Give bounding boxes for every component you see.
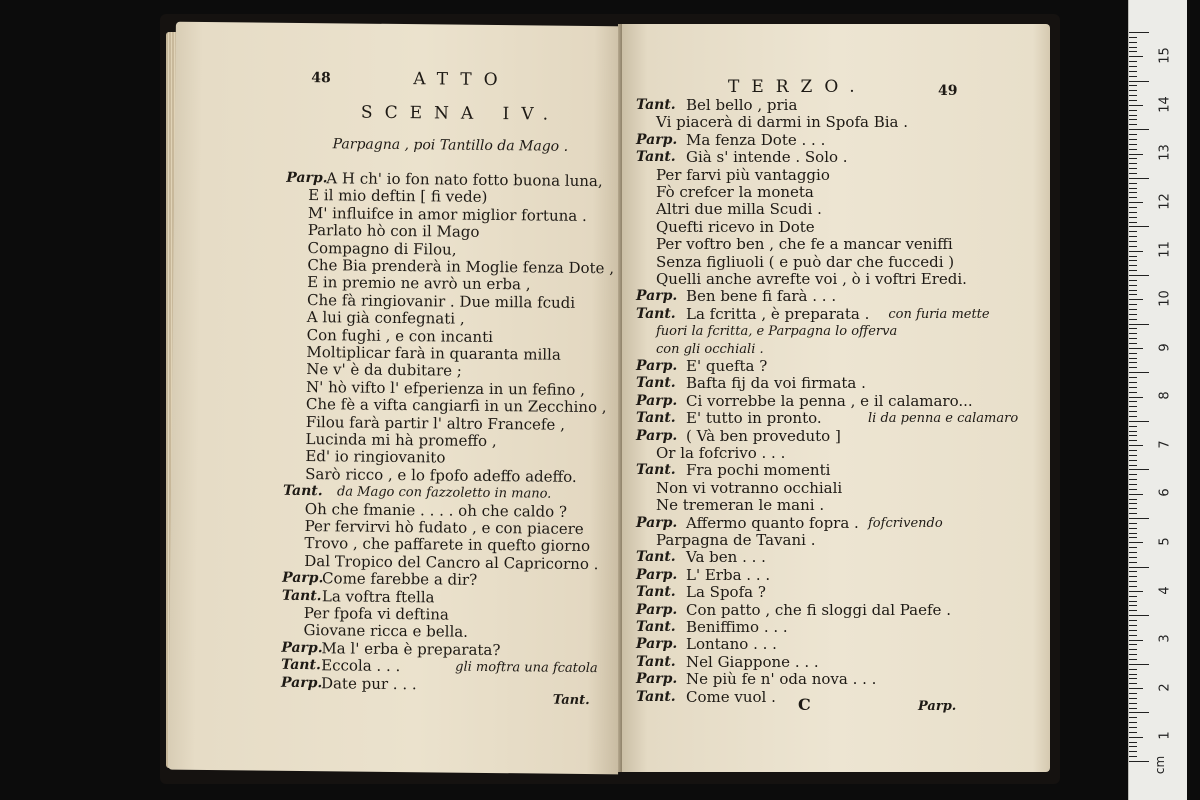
verse-line: Vi piacerà di darmi in Spofa Bia . xyxy=(656,113,909,132)
scene-subtitle: Parpagna , poi Tantillo da Mago . xyxy=(332,136,569,155)
ruler-tick xyxy=(1129,469,1149,470)
ruler-tick xyxy=(1129,508,1137,509)
ruler-tick xyxy=(1129,683,1137,684)
ruler-tick xyxy=(1129,299,1143,300)
speaker-label: Parp. xyxy=(636,131,678,148)
ruler-tick xyxy=(1129,479,1137,480)
ruler-tick xyxy=(1129,37,1137,38)
verse-line: A lui già confegnati , xyxy=(306,308,465,328)
ruler-tick xyxy=(1129,610,1137,611)
ruler-tick xyxy=(1129,761,1149,762)
verse-line: Come vuol . xyxy=(686,687,776,706)
ruler-tick xyxy=(1129,596,1137,597)
ruler-tick xyxy=(1129,746,1137,747)
stage-direction: fofcrivendo xyxy=(868,515,943,531)
ruler-tick xyxy=(1129,173,1137,174)
ruler-number: 2 xyxy=(1157,683,1173,692)
ruler-tick xyxy=(1129,115,1137,116)
ruler-number: 15 xyxy=(1157,47,1173,64)
ruler-tick xyxy=(1129,421,1149,422)
verse-line: E' quefta ? xyxy=(686,357,768,375)
ruler-tick xyxy=(1129,304,1137,305)
ruler-tick xyxy=(1129,387,1137,388)
ruler-tick xyxy=(1129,71,1137,72)
speaker-label: Parp. xyxy=(636,566,678,583)
speaker-label: Tant. xyxy=(636,410,676,427)
ruler-tick xyxy=(1129,712,1149,713)
speaker-label: Parp. xyxy=(636,514,678,531)
ruler-tick xyxy=(1129,537,1137,538)
ruler-tick xyxy=(1129,489,1137,490)
ruler-number: 1 xyxy=(1157,731,1173,741)
ruler-tick xyxy=(1129,445,1143,446)
verse-line: Oh che fmanie . . . . oh che caldo ? xyxy=(304,499,568,521)
verse-line: Quefti ricevo in Dote xyxy=(656,217,815,236)
verse-line: Quelli anche avrefte voi , ò i voftri Eredi. xyxy=(656,270,967,288)
ruler-tick xyxy=(1129,693,1137,694)
ruler-tick xyxy=(1129,51,1137,52)
ruler-tick xyxy=(1129,567,1149,568)
ruler-tick xyxy=(1129,178,1149,179)
ruler-tick xyxy=(1129,139,1137,140)
verse-line: N' hò vifto l' efperienza in un fefino , xyxy=(306,377,586,399)
ruler-tick xyxy=(1129,110,1137,111)
ruler-tick xyxy=(1129,280,1137,281)
verse-line: Affermo quanto fopra . xyxy=(686,513,859,532)
ruler-tick xyxy=(1129,343,1137,344)
speaker-label: Tant. xyxy=(636,149,676,166)
ruler-tick xyxy=(1129,499,1137,500)
ruler-tick xyxy=(1129,183,1137,184)
ruler-tick xyxy=(1129,217,1137,218)
verse-line: Date pur . . . xyxy=(320,673,417,693)
verse-line: Va ben . . . xyxy=(686,548,766,567)
ruler-tick xyxy=(1129,124,1137,125)
ruler-tick xyxy=(1129,688,1143,689)
verse-line: La voftra ftella xyxy=(321,586,435,606)
speaker-label: Parp. xyxy=(286,169,328,187)
ruler-tick xyxy=(1129,154,1143,155)
ruler-tick xyxy=(1129,382,1137,383)
verse-line: Ma fenza Dote . . . xyxy=(686,130,826,149)
verse-line: L' Erba . . . xyxy=(686,565,771,584)
catchword: Parp. xyxy=(918,699,957,714)
speaker-label: Tant. xyxy=(636,375,676,392)
ruler-tick xyxy=(1129,358,1137,359)
ruler-tick xyxy=(1129,397,1143,398)
ruler-tick xyxy=(1129,294,1137,295)
ruler-tick xyxy=(1129,654,1137,655)
verse-line: Per voftro ben , che fe a mancar veniffi xyxy=(656,235,953,254)
speaker-label: Tant. xyxy=(281,587,322,604)
ruler-tick xyxy=(1129,367,1137,368)
verse-line: Sarò ricco , e lo fpofo adeffo adeffo. xyxy=(305,464,577,486)
ruler-tick xyxy=(1129,620,1137,621)
ruler-tick xyxy=(1129,61,1137,62)
ruler-tick xyxy=(1129,319,1137,320)
verse-line: Altri due milla Scudi . xyxy=(656,200,822,219)
verse-line: La fcritta , è preparata . xyxy=(686,304,870,323)
speaker-label: Tant. xyxy=(636,619,676,635)
ruler-tick xyxy=(1129,751,1137,752)
ruler-tick xyxy=(1129,149,1137,150)
measuring-ruler xyxy=(1128,0,1187,800)
ruler-tick xyxy=(1129,547,1137,548)
verse-line: Ed' io ringiovanito xyxy=(305,447,446,467)
ruler-tick xyxy=(1129,105,1143,106)
scene-title: SCENA IV. xyxy=(360,102,561,125)
ruler-tick xyxy=(1129,518,1149,519)
ruler-tick xyxy=(1129,406,1137,407)
verse-line: Senza figliuoli ( e può dar che fuccedi ) xyxy=(656,252,955,271)
ruler-tick xyxy=(1129,562,1137,563)
ruler-tick xyxy=(1129,207,1137,208)
ruler-tick xyxy=(1129,576,1137,577)
speaker-label: Parp. xyxy=(636,288,678,305)
ruler-tick xyxy=(1129,440,1137,441)
speaker-label: Parp. xyxy=(636,671,678,688)
ruler-tick xyxy=(1129,431,1137,432)
stage-direction: gli moftra una fcatola xyxy=(455,659,598,677)
ruler-tick xyxy=(1129,503,1137,504)
ruler-tick xyxy=(1129,649,1137,650)
verse-line: Fra pochi momenti xyxy=(686,461,831,480)
verse-line: E in premio ne avrò un erba , xyxy=(307,273,531,294)
ruler-tick xyxy=(1129,552,1137,553)
ruler-tick xyxy=(1129,732,1137,733)
ruler-tick xyxy=(1129,158,1137,159)
stage-direction: con gli occhiali . xyxy=(656,341,764,357)
ruler-number: 5 xyxy=(1157,537,1173,546)
verse-line: Trovo , che paffarete in quefto giorno xyxy=(304,534,591,556)
ruler-tick xyxy=(1129,717,1137,718)
ruler-tick xyxy=(1129,212,1137,213)
speaker-label: Tant. xyxy=(282,482,323,500)
ruler-number: 13 xyxy=(1157,144,1173,161)
ruler-tick xyxy=(1129,56,1143,57)
verse-line: Dal Tropico del Cancro al Capricorno . xyxy=(304,551,599,573)
ruler-tick xyxy=(1129,615,1149,616)
verse-line: Ben bene fi farà . . . xyxy=(686,287,837,306)
verse-line: Beniffimo . . . xyxy=(686,618,788,636)
verse-line: Con patto , che fi sloggi dal Paefe . xyxy=(686,600,951,619)
ruler-tick xyxy=(1129,722,1137,723)
ruler-tick xyxy=(1129,542,1143,543)
ruler-tick xyxy=(1129,241,1137,242)
ruler-tick xyxy=(1129,226,1149,227)
verse-line: Or la fofcrivo . . . xyxy=(656,444,786,462)
page-number: 49 xyxy=(938,83,958,99)
ruler-tick xyxy=(1129,32,1149,33)
speaker-label: Parp. xyxy=(280,674,323,691)
verse-line: Come farebbe a dir? xyxy=(322,569,478,590)
ruler-tick xyxy=(1129,275,1149,276)
verse-line: La Spofa ? xyxy=(686,583,766,602)
catchword: Tant. xyxy=(552,692,590,709)
stage-direction: fuori la fcritta, e Parpagna lo offerva xyxy=(656,324,898,340)
speaker-label: Parp. xyxy=(636,358,678,374)
verse-line: Che fà ringiovanir . Due milla fcudi xyxy=(306,290,576,312)
verse-line: Filou farà partir l' altro Francefe , xyxy=(305,412,565,434)
ruler-tick xyxy=(1129,625,1137,626)
ruler-tick xyxy=(1129,465,1137,466)
ruler-tick xyxy=(1129,188,1137,189)
ruler-tick xyxy=(1129,353,1137,354)
ruler-tick xyxy=(1129,192,1137,193)
ruler-tick xyxy=(1129,129,1149,130)
stage-direction: con furia mette xyxy=(888,306,990,322)
verse-line: Compagno di Filou, xyxy=(307,238,457,259)
ruler-tick xyxy=(1129,494,1143,495)
ruler-tick xyxy=(1129,231,1137,232)
verse-line: Per farvi più vantaggio xyxy=(656,165,830,184)
verse-line: Lontano . . . xyxy=(686,635,777,654)
verse-line: M' influifce in amor miglior fortuna . xyxy=(307,203,587,225)
speaker-label: Tant. xyxy=(636,462,676,479)
ruler-tick xyxy=(1129,348,1143,349)
ruler-tick xyxy=(1129,581,1137,582)
ruler-tick xyxy=(1129,197,1137,198)
speaker-label: Parp. xyxy=(636,601,678,618)
signature-mark: C xyxy=(798,695,811,714)
ruler-tick xyxy=(1129,678,1137,679)
verse-line: Ne v' è da dubitare ; xyxy=(306,360,462,381)
ruler-tick xyxy=(1129,474,1137,475)
verse-line: Ne tremeran le mani . xyxy=(656,496,825,515)
ruler-tick xyxy=(1129,669,1137,670)
ruler-tick xyxy=(1129,756,1137,757)
ruler-tick xyxy=(1129,260,1137,261)
ruler-tick xyxy=(1129,377,1137,378)
verse-line: Nel Giappone . . . xyxy=(686,652,819,671)
verse-line: E il mio deftin [ fi vede) xyxy=(308,186,488,207)
ruler-tick xyxy=(1129,246,1137,247)
speaker-label: Tant. xyxy=(636,305,676,322)
ruler-number: 10 xyxy=(1157,290,1173,307)
ruler-tick xyxy=(1129,314,1137,315)
ruler-tick xyxy=(1129,163,1137,164)
speaker-label: Tant. xyxy=(636,97,676,113)
ruler-tick xyxy=(1129,644,1137,645)
verse-line: Per fpofa vi deftina xyxy=(303,604,450,624)
ruler-tick xyxy=(1129,674,1137,675)
ruler-tick xyxy=(1129,640,1143,641)
verse-line: A H ch' io fon nato fotto buona luna, xyxy=(326,169,603,191)
verse-line: Moltiplicar farà in quaranta milla xyxy=(306,343,561,364)
ruler-tick xyxy=(1129,727,1137,728)
ruler-tick xyxy=(1129,100,1137,101)
ruler-tick xyxy=(1129,90,1137,91)
ruler-number: 6 xyxy=(1157,488,1173,498)
ruler-tick xyxy=(1129,659,1137,660)
ruler-tick xyxy=(1129,42,1137,43)
ruler-tick xyxy=(1129,460,1137,461)
speaker-label: Tant. xyxy=(636,653,676,670)
ruler-tick xyxy=(1129,66,1137,67)
ruler-tick xyxy=(1129,47,1137,48)
speaker-label: Tant. xyxy=(636,549,676,566)
ruler-tick xyxy=(1129,372,1149,373)
verse-line: Bel bello , pria xyxy=(686,96,798,114)
ruler-tick xyxy=(1129,586,1137,587)
ruler-tick xyxy=(1129,256,1137,257)
verse-line: Non vi votranno occhiali xyxy=(656,478,843,497)
ruler-tick xyxy=(1129,338,1137,339)
verse-line: Ci vorrebbe la penna , e il calamaro... xyxy=(686,391,973,410)
ruler-tick xyxy=(1129,630,1137,631)
ruler-tick xyxy=(1129,528,1137,529)
speaker-label: Tant. xyxy=(636,688,676,705)
speaker-label: Parp. xyxy=(636,392,678,409)
ruler-tick xyxy=(1129,571,1137,572)
verse-line: Che fè a vifta cangiarfi in un Zecchino , xyxy=(305,395,607,417)
ruler-tick xyxy=(1129,698,1137,699)
ruler-tick xyxy=(1129,144,1137,145)
ruler-tick xyxy=(1129,605,1137,606)
ruler-number: 14 xyxy=(1157,95,1173,113)
ruler-tick xyxy=(1129,328,1137,329)
verse-line: Eccola . . . xyxy=(321,656,401,676)
ruler-tick xyxy=(1129,202,1143,203)
ruler-number: 4 xyxy=(1157,585,1173,595)
verse-line: Giovane ricca e bella. xyxy=(303,621,469,642)
verse-line: Che Bia prenderà in Moglie fenza Dote , xyxy=(307,256,615,278)
ruler-tick xyxy=(1129,411,1137,412)
ruler-tick xyxy=(1129,119,1137,120)
ruler-tick xyxy=(1129,362,1137,363)
ruler-tick xyxy=(1129,426,1137,427)
ruler-tick xyxy=(1129,591,1143,592)
stage-direction: da Mago con fazzoletto in mano. xyxy=(336,484,552,502)
speaker-label: Parp. xyxy=(281,639,323,657)
ruler-tick xyxy=(1129,523,1137,524)
ruler-number: 3 xyxy=(1157,634,1173,643)
left-page xyxy=(168,22,626,775)
running-head: ATTO xyxy=(413,69,510,91)
ruler-tick xyxy=(1129,251,1143,252)
ruler-tick xyxy=(1129,557,1137,558)
ruler-tick xyxy=(1129,333,1137,334)
ruler-tick xyxy=(1129,392,1137,393)
ruler-tick xyxy=(1129,455,1137,456)
ruler-number: 9 xyxy=(1157,342,1173,352)
ruler-tick xyxy=(1129,222,1137,223)
verse-line: ( Và ben proveduto ] xyxy=(686,426,841,445)
ruler-number: 11 xyxy=(1157,241,1173,259)
verse-line: Bafta fij da voi firmata . xyxy=(686,374,866,393)
ruler-number: 8 xyxy=(1157,391,1173,400)
verse-line: Ma l' erba è preparata? xyxy=(321,639,501,659)
ruler-tick xyxy=(1129,513,1137,514)
speaker-label: Parp. xyxy=(636,427,678,444)
speaker-label: Tant. xyxy=(636,584,676,601)
ruler-tick xyxy=(1129,324,1149,325)
verse-line: Già s' intende . Solo . xyxy=(686,148,848,167)
stage-direction: li da penna e calamaro xyxy=(868,411,1019,427)
ruler-tick xyxy=(1129,416,1137,417)
ruler-tick xyxy=(1129,703,1137,704)
page-number: 48 xyxy=(311,70,331,87)
ruler-tick xyxy=(1129,76,1137,77)
ruler-tick xyxy=(1129,484,1137,485)
ruler-tick xyxy=(1129,236,1137,237)
ruler-tick xyxy=(1129,309,1137,310)
ruler-tick xyxy=(1129,737,1143,738)
ruler-tick xyxy=(1129,285,1137,286)
verse-line: Parlato hò con il Mago xyxy=(307,221,480,242)
ruler-tick xyxy=(1129,95,1137,96)
ruler-tick xyxy=(1129,134,1137,135)
ruler-tick xyxy=(1129,664,1149,665)
verse-line: Ne più fe n' oda nova . . . xyxy=(686,670,877,689)
speaker-label: Parp. xyxy=(282,569,324,587)
verse-line: Per fervirvi hò fudato , e con piacere xyxy=(304,517,584,538)
ruler-tick xyxy=(1129,533,1137,534)
verse-line: E' tutto in pronto. xyxy=(686,409,822,428)
ruler-number: 7 xyxy=(1157,440,1173,449)
ruler-tick xyxy=(1129,85,1137,86)
ruler-tick xyxy=(1129,290,1137,291)
speaker-label: Parp. xyxy=(636,636,678,653)
ruler-tick xyxy=(1129,450,1137,451)
speaker-label: Tant. xyxy=(281,656,321,674)
ruler-tick xyxy=(1129,635,1137,636)
ruler-unit: cm xyxy=(1153,755,1168,775)
verse-line: Lucinda mi hà promeffo , xyxy=(305,430,497,451)
ruler-tick xyxy=(1129,708,1137,709)
ruler-tick xyxy=(1129,742,1137,743)
ruler-tick xyxy=(1129,168,1137,169)
ruler-tick xyxy=(1129,270,1137,271)
right-page xyxy=(622,24,1050,772)
ruler-tick xyxy=(1129,601,1137,602)
verse-line: Fò crefcer la moneta xyxy=(656,183,814,201)
ruler-tick xyxy=(1129,265,1137,266)
ruler-number: 12 xyxy=(1157,193,1173,210)
ruler-tick xyxy=(1129,435,1137,436)
verse-line: Parpagna de Tavani . xyxy=(656,531,816,549)
running-head: TERZO. xyxy=(728,77,867,97)
ruler-tick xyxy=(1129,81,1149,82)
ruler-tick xyxy=(1129,401,1137,402)
verse-line: Con fughi , e con incanti xyxy=(306,325,494,346)
